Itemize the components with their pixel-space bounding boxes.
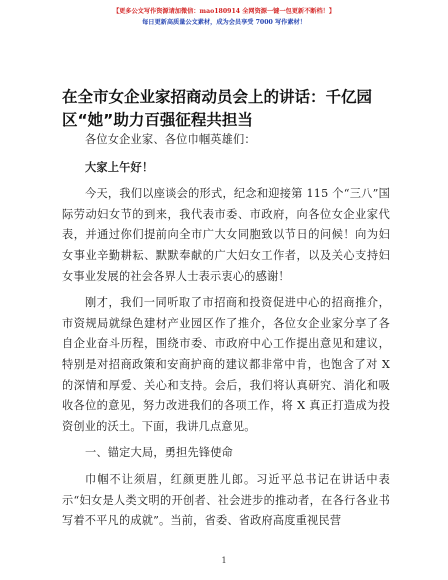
banner-line-1: 【更多公文写作资源请加微信：mao180914 全网资源一键一包更新不断档！】 bbox=[112, 8, 336, 15]
document-title: 在全市女企业家招商动员会上的讲话：千亿园区“她”助力百强征程共担当 bbox=[62, 88, 373, 129]
page-number: 1 bbox=[221, 556, 227, 565]
greeting: 大家上午好！ bbox=[85, 160, 154, 174]
paragraph-3: 巾帼不让须眉，红颜更胜儿郎。习近平总书记在讲话中表示“妇女是人类文明的开创者、社会进步的推动者，在各行各业书写着不平凡的成就”。当前，省委、省政府高度重视民营 bbox=[62, 472, 390, 528]
paragraph-1: 今天，我们以座谈会的形式，纪念和迎接第 115 个“三八”国际劳动妇女节的到来，我代表市委、市政府，向各位女企业家代表，并通过你们提前向全市广大女同胞致以节日的问候！向为妇女事业辛勤耕耘、默默奉献的广大妇女工作者，以及关心支持妇女事业发展的社会各界人士表示衷心的感谢！ bbox=[62, 187, 390, 283]
paragraph-2: 刚才，我们一同听取了市招商和投资促进中心的招商推介，市资规局就绿色建材产业园区作了推介，各位女企业家分享了各自企业奋斗历程，围绕市委、市政府中心工作提出意见和建议，特别是对招商政策和安商护商的建议都非常中肯，也饱含了对 X 的深情和厚爱、关心和支持。会后，我们将认真研究、消化和吸收各位的意见，努力改进我们的各项工作，将 X 真正打造成为投资创业的沃土。下面，我讲几点意见。 bbox=[62, 296, 390, 433]
document-body bbox=[62, 130, 390, 532]
section-heading-1: 一、锚定大局，勇担先锋使命 bbox=[85, 446, 234, 460]
header-banner bbox=[0, 6, 448, 28]
salutation: 各位女企业家、各位巾帼英雄们： bbox=[85, 133, 256, 146]
banner-line-2: 每日更新高质量公文素材，成为会员享受 7000 写作素材！ bbox=[142, 19, 306, 26]
